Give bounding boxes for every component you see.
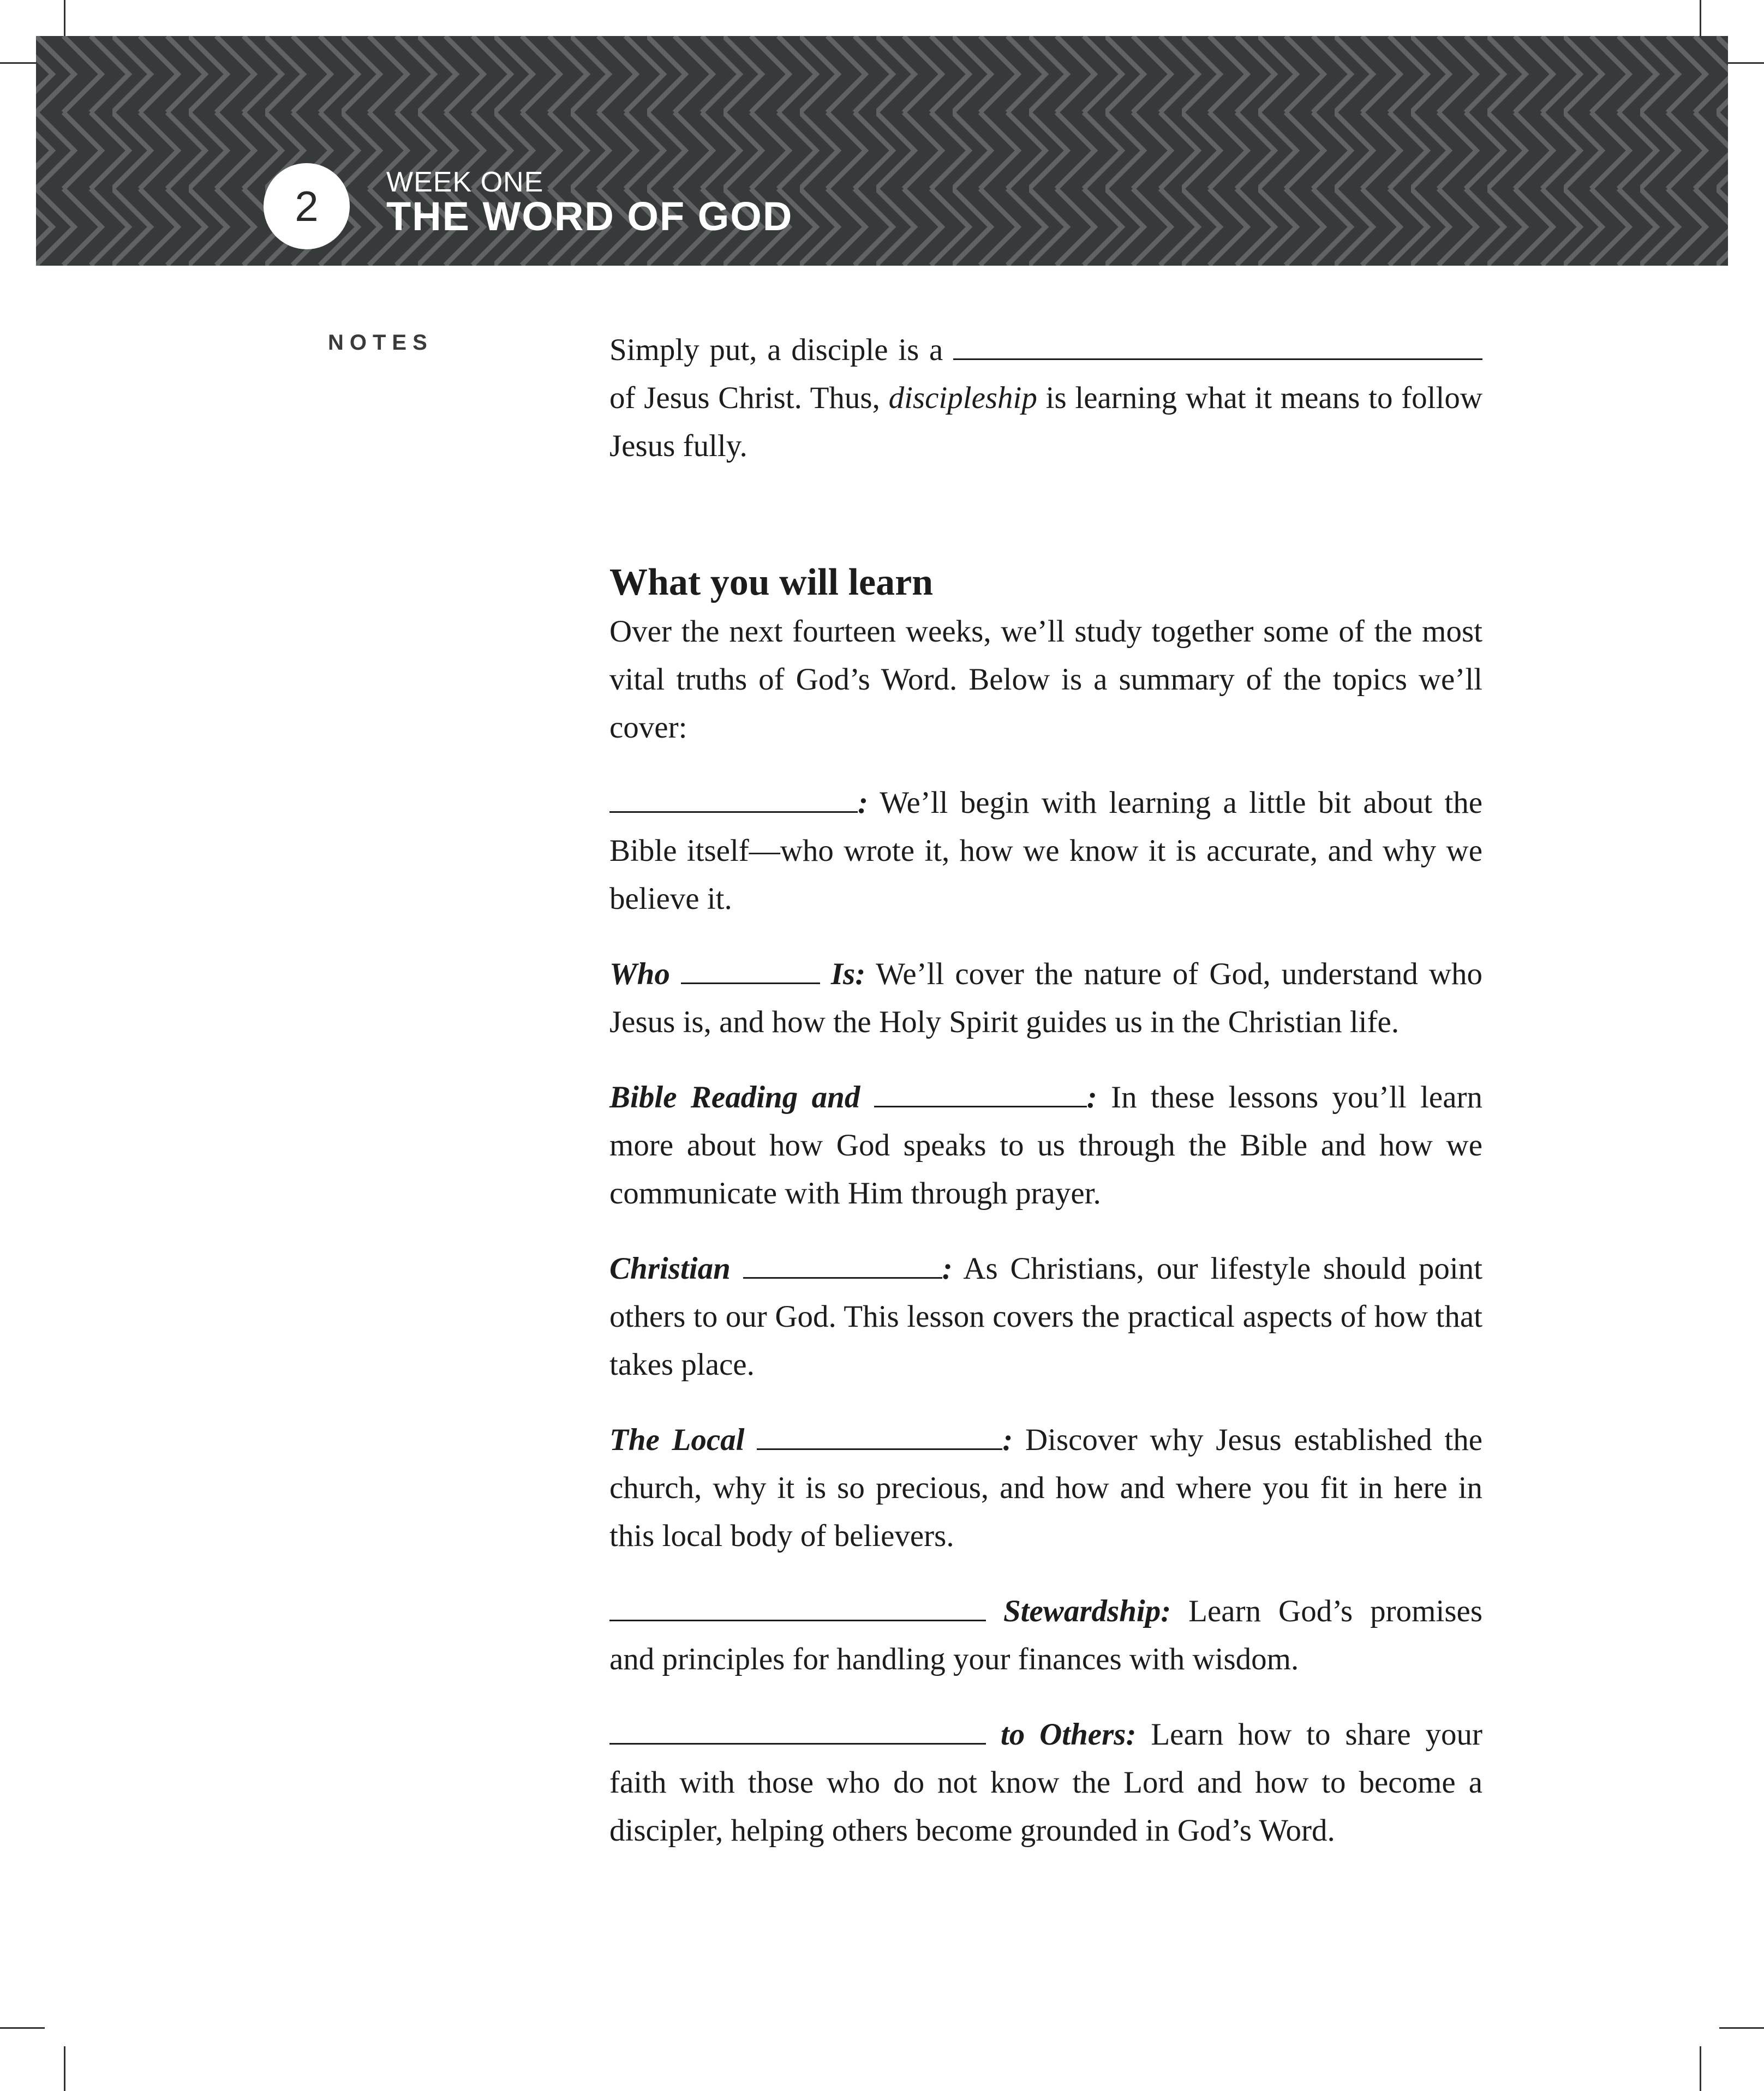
intro-text: Simply put, a disciple is a — [609, 333, 953, 367]
summary-paragraph: Over the next fourteen weeks, we’ll study together some of the most vital truths of God’s Word. Below is a summary of the topics we’ll cover: — [609, 614, 1482, 745]
fill-in-blank[interactable] — [681, 951, 820, 984]
page-number-badge: 2 — [264, 163, 350, 249]
topic-item — [609, 1711, 1482, 1855]
topic-description: Learn how to share your faith with those who do not know the Lord and how to become a discipler, helping others become grounded in God’s Word. — [609, 1717, 1482, 1848]
topic-suffix: to Others: — [1000, 1717, 1137, 1752]
intro-emphasis: discipleship — [888, 381, 1037, 415]
topic-description: In these lessons you’ll learn more about how God speaks to us through the Bible and how we communicate with Him through prayer. — [609, 1080, 1482, 1211]
topic-description: As Christians, our lifestyle should point others to our God. This lesson covers the practical aspects of how that takes place. — [609, 1251, 1483, 1382]
intro-text: of Jesus Christ. Thus, — [609, 381, 889, 415]
topic-description: We’ll cover the nature of God, understand who Jesus is, and how the Holy Spirit guides us in the Christian life. — [609, 957, 1483, 1039]
intro-paragraph — [609, 326, 1482, 470]
topic-suffix: Stewardship: — [1003, 1594, 1171, 1628]
topic-suffix: Is: — [830, 957, 866, 991]
topic-description: We’ll begin with learning a little bit about the Bible itself—who wrote it, how we know it is accurate, and why we believe it. — [609, 786, 1482, 916]
week-label: WEEK ONE — [386, 166, 544, 198]
topic-item — [609, 1587, 1482, 1683]
topic-colon: : — [858, 786, 868, 820]
fill-in-blank[interactable] — [757, 1417, 1002, 1450]
topic-item — [609, 950, 1482, 1046]
main-content — [609, 326, 1482, 1855]
fill-in-blank[interactable] — [743, 1245, 942, 1279]
topic-prefix: Christian — [609, 1251, 731, 1286]
notes-label: NOTES — [328, 331, 433, 355]
intro-text: is learning what it means to follow Jesus fully. — [609, 381, 1483, 463]
fill-in-blank[interactable] — [874, 1074, 1087, 1107]
topic-prefix: Bible Reading and — [609, 1080, 860, 1115]
chapter-header — [36, 36, 1728, 266]
crop-mark — [0, 2027, 45, 2029]
chapter-title: THE WORD OF GOD — [386, 194, 793, 239]
crop-mark — [1700, 2046, 1701, 2091]
crop-mark — [1719, 2027, 1764, 2029]
fill-in-blank[interactable] — [609, 1588, 986, 1621]
topic-item — [609, 779, 1482, 923]
fill-in-blank[interactable] — [609, 1711, 986, 1745]
topic-prefix: Who — [609, 957, 670, 991]
crop-mark — [64, 2046, 65, 2091]
topic-description: Discover why Jesus established the church, why it is so precious, and how and where you fit in here in this local body of believers. — [609, 1423, 1483, 1553]
topic-colon: : — [942, 1251, 953, 1286]
topic-item — [609, 1245, 1482, 1389]
topic-description: Learn God’s promises and principles for handling your finances with wisdom. — [609, 1594, 1482, 1676]
topic-item — [609, 1074, 1482, 1218]
topic-colon: : — [1086, 1080, 1097, 1115]
topic-colon: : — [1002, 1423, 1013, 1457]
fill-in-blank[interactable] — [953, 327, 1482, 360]
topic-prefix: The Local — [609, 1423, 745, 1457]
section-heading: What you will learn — [609, 561, 934, 603]
topic-item — [609, 1416, 1482, 1560]
fill-in-blank[interactable] — [609, 780, 858, 813]
